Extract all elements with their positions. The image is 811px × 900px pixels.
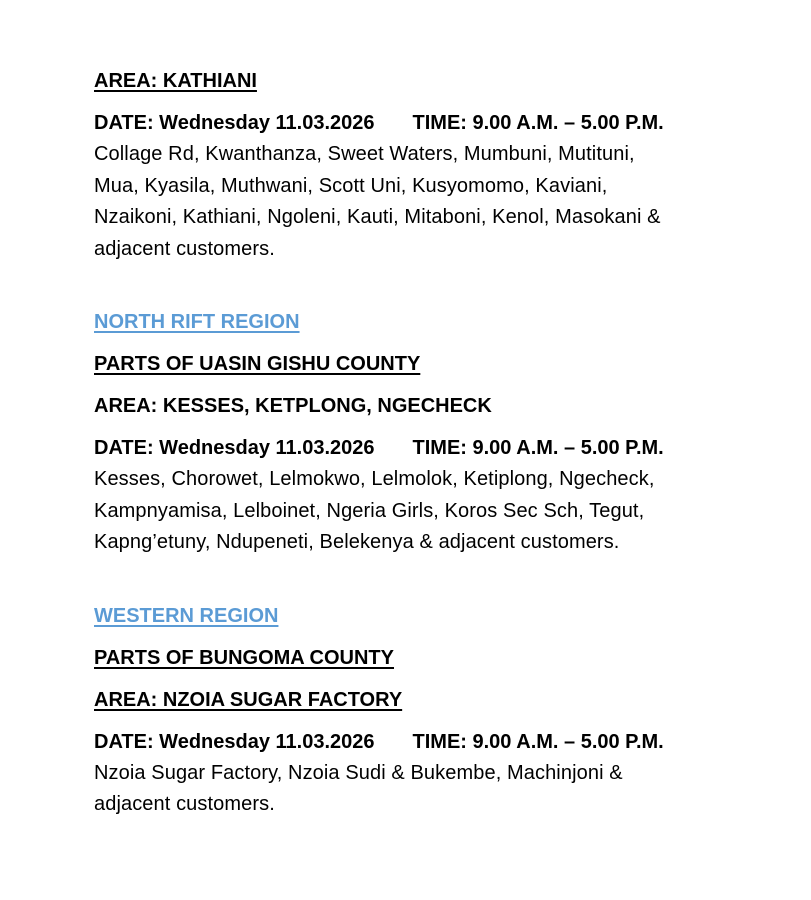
affected-areas-text — [94, 464, 734, 559]
text-line: Kesses, Chorowet, Lelmokwo, Lelmolok, Ketiplong, Ngecheck, — [94, 468, 655, 490]
date-label: DATE: Wednesday 11.03.2026 — [94, 112, 375, 134]
text-line: adjacent customers. — [94, 793, 275, 815]
section-spacer — [94, 265, 734, 307]
county-heading: PARTS OF BUNGOMA COUNTY — [94, 646, 394, 669]
region-heading: WESTERN REGION — [94, 604, 279, 627]
time-label: TIME: 9.00 A.M. – 5.00 P.M. — [412, 437, 664, 459]
area-heading: AREA: KATHIANI — [94, 70, 257, 92]
date-time-line — [94, 727, 734, 758]
section-spacer — [94, 559, 734, 601]
section-kathiani — [94, 66, 734, 265]
time-label: TIME: 9.00 A.M. – 5.00 P.M. — [412, 730, 664, 753]
text-line: Kapng’etuny, Ndupeneti, Belekenya & adjacent customers. — [94, 531, 620, 553]
text-line: adjacent customers. — [94, 237, 275, 260]
affected-areas-text — [94, 758, 734, 821]
text-line: Nzoia Sugar Factory, Nzoia Sudi & Bukembe, Machinjoni & — [94, 761, 623, 784]
text-line: Kampnyamisa, Lelboinet, Ngeria Girls, Koros Sec Sch, Tegut, — [94, 499, 645, 522]
text-line: Mua, Kyasila, Muthwani, Scott Uni, Kusyomomo, Kaviani, — [94, 174, 608, 197]
affected-areas-text — [94, 139, 734, 265]
section-western — [94, 601, 734, 821]
date-label: DATE: Wednesday 11.03.2026 — [94, 730, 375, 753]
area-heading: AREA: KESSES, KETPLONG, NGECHECK — [94, 395, 492, 417]
document-page — [94, 66, 734, 821]
text-line: Nzaikoni, Kathiani, Ngoleni, Kauti, Mitaboni, Kenol, Masokani & — [94, 206, 661, 228]
area-heading: AREA: NZOIA SUGAR FACTORY — [94, 688, 403, 711]
date-time-line — [94, 433, 734, 464]
text-line: Collage Rd, Kwanthanza, Sweet Waters, Mumbuni, Mutituni, — [94, 143, 635, 165]
time-label: TIME: 9.00 A.M. – 5.00 P.M. — [412, 112, 664, 134]
region-heading: NORTH RIFT REGION — [94, 311, 300, 333]
county-heading: PARTS OF UASIN GISHU COUNTY — [94, 353, 421, 375]
date-time-line — [94, 108, 734, 139]
date-label: DATE: Wednesday 11.03.2026 — [94, 437, 375, 459]
section-north-rift — [94, 307, 734, 559]
